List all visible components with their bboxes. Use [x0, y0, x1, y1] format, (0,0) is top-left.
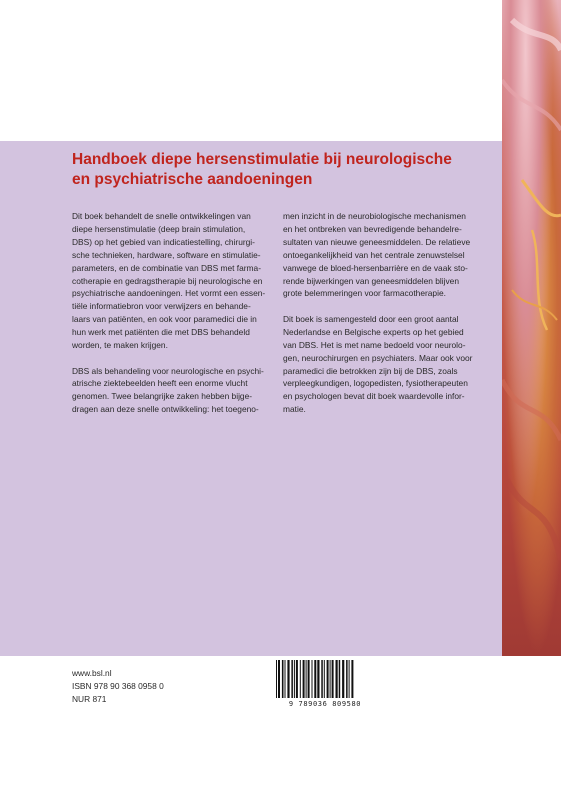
text-line: Nederlandse en Belgische experts op het gebied — [283, 326, 464, 337]
barcode-bar — [342, 660, 344, 698]
text-line: verpleegkundigen, logopedisten, fysiotherapeuten — [283, 378, 468, 389]
barcode-bar — [324, 660, 325, 698]
text-line: DBS) op het gebied van indicatiestelling, chirurgi- — [72, 236, 255, 247]
barcode-bar — [300, 660, 301, 698]
text-line: dragen aan deze snelle ontwikkeling: het toegeno- — [72, 404, 259, 415]
publisher-website[interactable]: www.bsl.nl — [72, 668, 112, 678]
barcode-bar — [291, 660, 293, 698]
left-paragraph-2 — [72, 365, 270, 417]
barcode-bar — [287, 660, 289, 698]
text-line: psychiatrische aandoeningen. Het vormt een essen- — [72, 288, 266, 299]
text-line: tiële informatiebron voor verwijzers en behande- — [72, 301, 251, 312]
barcode-bar — [296, 660, 298, 698]
text-line: sche technieken, hardware, software en stimulatie- — [72, 249, 261, 260]
barcode-bar — [314, 660, 316, 698]
barcode-bar — [321, 660, 323, 698]
text-line: men inzicht in de neurobiologische mechanismen — [283, 211, 466, 221]
text-line: genomen. Twee belangrijke zaken hebben bijge- — [72, 391, 253, 402]
barcode-bar — [285, 660, 286, 698]
barcode-bar — [327, 660, 329, 698]
text-line: en psychologen bevat dit boek waardevolle infor- — [283, 391, 465, 402]
text-line: cotherapie en gedragstherapie bij neurologische en — [72, 275, 263, 286]
publisher-imprint — [72, 667, 164, 706]
text-line: grote belemmeringen voor farmacotherapie. — [283, 288, 446, 299]
barcode-bars — [270, 660, 380, 700]
right-paragraph-2 — [283, 313, 481, 416]
barcode-bar — [276, 660, 277, 698]
barcode-bar — [351, 660, 353, 698]
right-text-column — [283, 210, 481, 429]
barcode-bar — [339, 660, 341, 698]
barcode-bar — [282, 660, 284, 698]
text-line: en het ontbreken van bevredigende behandelre- — [283, 223, 462, 234]
title-line-1: Handboek diepe hersenstimulatie bij neurologische — [72, 151, 452, 168]
left-paragraph-1 — [72, 210, 270, 352]
barcode-bar — [317, 660, 319, 698]
barcode-bar — [336, 660, 338, 698]
barcode-bar — [346, 660, 348, 698]
top-white-band — [0, 0, 561, 141]
text-line: ontoegankelijkheid van het centrale zenuwstelsel — [283, 249, 465, 260]
text-line: DBS als behandeling voor neurologische en psychi- — [72, 365, 264, 376]
barcode-bar — [332, 660, 334, 698]
isbn-number: ISBN 978 90 368 0958 0 — [72, 680, 164, 691]
barcode-bar — [306, 660, 307, 698]
brain-illustration — [502, 0, 561, 656]
barcode-bar — [278, 660, 280, 698]
title-line-2: en psychiatrische aandoeningen — [72, 171, 313, 188]
text-line: Dit boek behandelt de snelle ontwikkelingen van — [72, 211, 251, 221]
barcode-bar — [349, 660, 350, 698]
text-line: worden, te maken krijgen. — [72, 340, 168, 351]
right-paragraph-1 — [283, 210, 481, 300]
barcode-bar — [312, 660, 313, 698]
barcode-bar — [308, 660, 310, 698]
text-line: gen, neurochirurgen en psychiaters. Maar ook voor — [283, 352, 473, 363]
left-text-column — [72, 210, 270, 429]
brain-illustration-art — [502, 0, 561, 656]
text-line: rende bijwerkingen van geneesmiddelen blijven — [283, 275, 459, 286]
barcode-bar — [294, 660, 295, 698]
text-line: matie. — [283, 404, 306, 415]
barcode-digits: 9 789036 809580 — [288, 700, 362, 708]
text-line: hun werk met patiënten die met DBS behandeld — [72, 327, 250, 338]
barcode-bar — [330, 660, 331, 698]
text-line: Dit boek is samengesteld door een groot aantal — [283, 313, 459, 324]
barcode-bar — [303, 660, 305, 698]
book-title — [72, 150, 492, 190]
text-line: atrische ziektebeelden heeft een enorme vlucht — [72, 378, 248, 389]
nur-code: NUR 871 — [72, 693, 107, 704]
text-line: paramedici die betrokken zijn bij de DBS, zoals — [283, 365, 458, 376]
text-line: parameters, en de combinatie van DBS met farma- — [72, 262, 261, 273]
text-line: van DBS. Het is met name bedoeld voor neurolo- — [283, 339, 466, 350]
text-line: laars van patiënten, en ook voor paramedici die in — [72, 314, 257, 325]
text-line: diepe hersenstimulatie (deep brain stimulation, — [72, 223, 246, 234]
text-line: vanwege de bloed-hersenbarrière en de vaak sto- — [283, 262, 468, 273]
text-line: sultaten van nieuwe geneesmiddelen. De relatieve — [283, 236, 471, 247]
